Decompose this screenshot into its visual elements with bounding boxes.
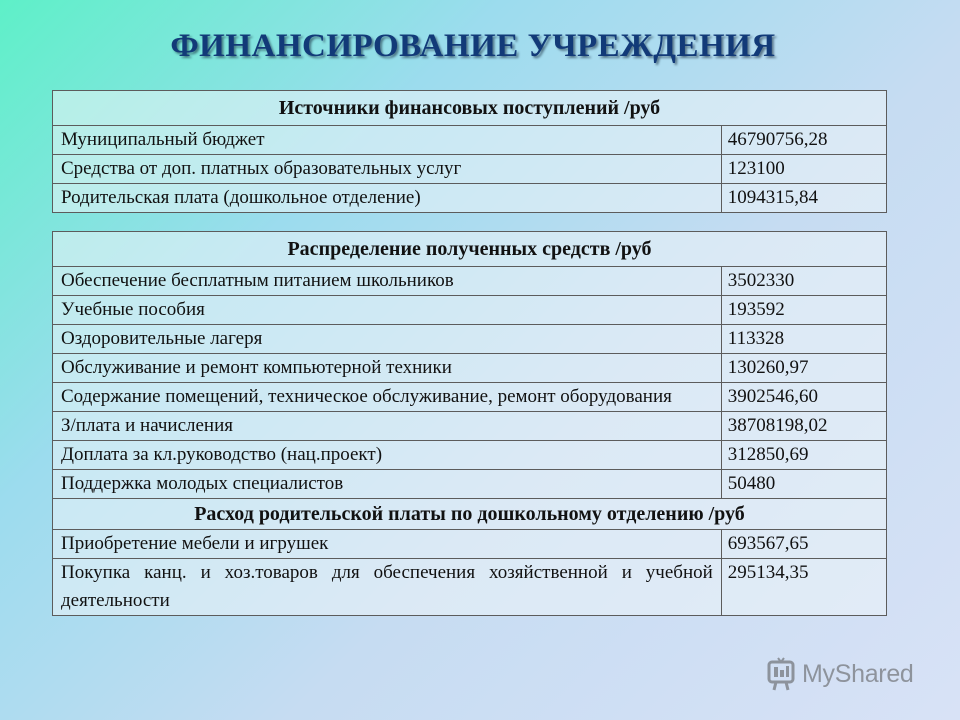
watermark <box>766 656 914 692</box>
table-row <box>53 530 887 559</box>
row-value: 1094315,84 <box>721 184 886 213</box>
table-row <box>53 184 887 213</box>
row-label: Содержание помещений, техническое обслуживание, ремонт оборудования <box>53 383 722 412</box>
expenses-table <box>52 231 887 616</box>
table-row <box>53 559 887 616</box>
row-value: 123100 <box>721 155 886 184</box>
row-label: З/плата и начисления <box>53 412 722 441</box>
row-label: Приобретение мебели и игрушек <box>53 530 722 559</box>
row-value: 50480 <box>721 470 886 499</box>
row-label: Доплата за кл.руководство (нац.проект) <box>53 441 722 470</box>
distribution-header: Распределение полученных средств /руб <box>53 232 887 267</box>
row-value: 38708198,02 <box>721 412 886 441</box>
table-row <box>53 155 887 184</box>
table-row <box>53 441 887 470</box>
row-label: Поддержка молодых специалистов <box>53 470 722 499</box>
row-value: 113328 <box>721 325 886 354</box>
row-label: Родительская плата (дошкольное отделение) <box>53 184 722 213</box>
table-row <box>53 412 887 441</box>
income-table <box>52 90 887 213</box>
table-row <box>53 383 887 412</box>
table-row <box>53 296 887 325</box>
row-label: Средства от доп. платных образовательных услуг <box>53 155 722 184</box>
parental-header: Расход родительской платы по дошкольному отделению /руб <box>53 499 887 530</box>
distribution-header-row <box>53 232 887 267</box>
row-label: Обслуживание и ремонт компьютерной техники <box>53 354 722 383</box>
row-value: 130260,97 <box>721 354 886 383</box>
table-row <box>53 354 887 383</box>
watermark-text: MyShared <box>802 659 914 688</box>
table-row <box>53 470 887 499</box>
row-label: Покупка канц. и хоз.товаров для обеспечения хозяйственной и учебной деятельности <box>53 559 722 616</box>
table-row <box>53 267 887 296</box>
income-header: Источники финансовых поступлений /руб <box>53 91 887 126</box>
row-label: Обеспечение бесплатным питанием школьников <box>53 267 722 296</box>
page-title: ФИНАНСИРОВАНИЕ УЧРЕЖДЕНИЯ <box>170 28 776 64</box>
row-value: 312850,69 <box>721 441 886 470</box>
row-value: 295134,35 <box>721 559 886 616</box>
income-header-row <box>53 91 887 126</box>
row-value: 193592 <box>721 296 886 325</box>
row-value: 46790756,28 <box>721 126 886 155</box>
myshared-logo-icon <box>766 656 796 692</box>
row-label: Учебные пособия <box>53 296 722 325</box>
table-row <box>53 325 887 354</box>
row-label: Муниципальный бюджет <box>53 126 722 155</box>
row-value: 3502330 <box>721 267 886 296</box>
parental-header-row <box>53 499 887 530</box>
row-value: 693567,65 <box>721 530 886 559</box>
row-value: 3902546,60 <box>721 383 886 412</box>
row-label: Оздоровительные лагеря <box>53 325 722 354</box>
table-row <box>53 126 887 155</box>
